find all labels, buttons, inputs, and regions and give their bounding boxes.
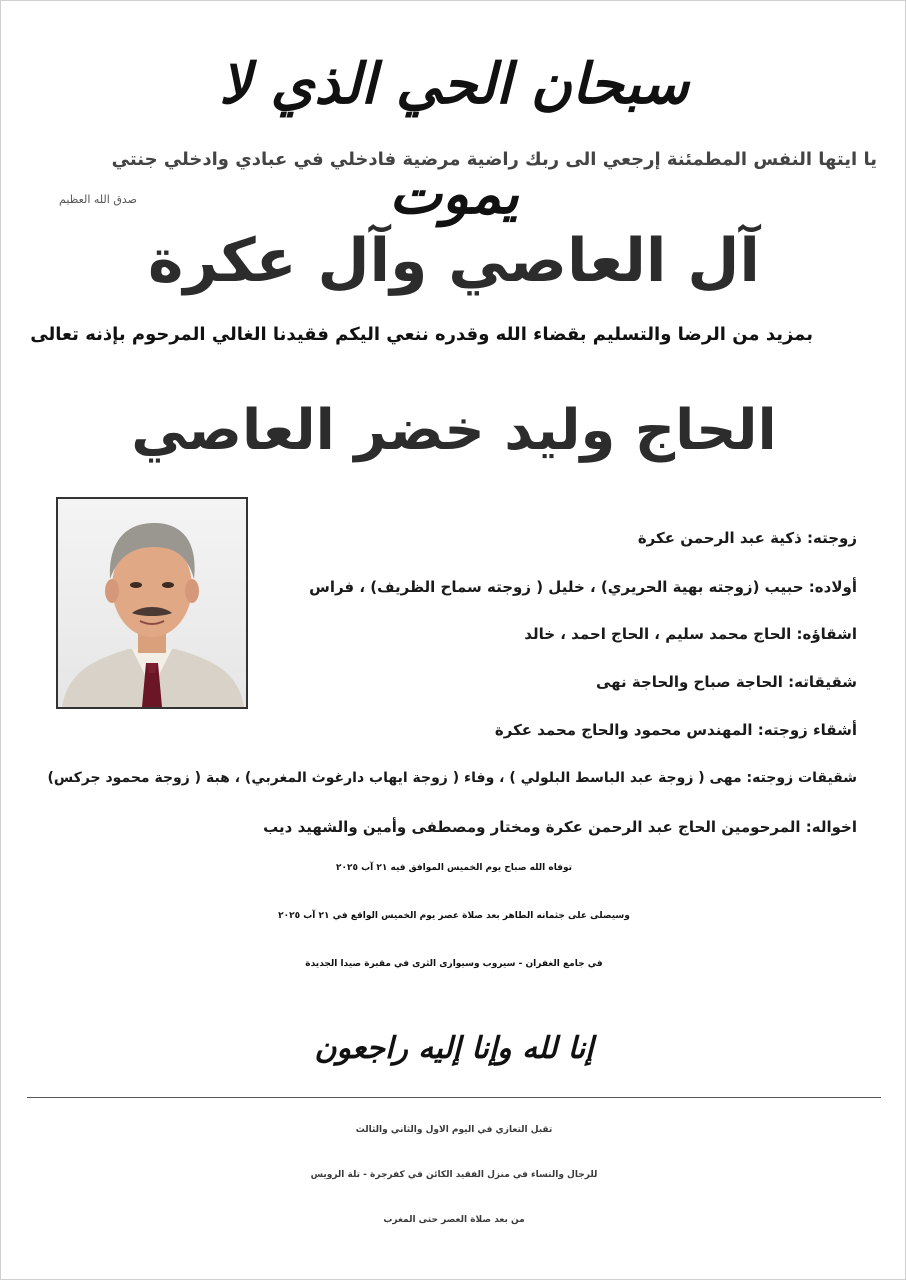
- relative-line-wife-sisters: شقيقات زوجته: مهى ( زوجة عبد الباسط البلولي ) ، وفاء ( زوجة ايهاب دارغوث المغربي) ، هبة ( زوجة محمود جركس): [47, 770, 857, 786]
- announcement-intro: بمزيد من الرضا والتسليم بقضاء الله وقدره ننعي اليكم فقيدنا الغالي المرحوم بإذنه تعالى: [30, 324, 813, 345]
- verse-closing: صدق الله العظيم: [59, 193, 137, 206]
- death-announcement: توفاه الله صباح يوم الخميس الموافق فيه ٢١ آب ٢٠٢٥: [335, 863, 573, 873]
- burial-location-announcement: في جامع الغفران - سيروب وسيوارى الثرى في مقبرة صيدا الجديدة: [305, 959, 603, 969]
- deceased-name: الحاج وليد خضر العاصي: [131, 398, 777, 463]
- calligraphy-heading: سبحان الحي الذي لا يموت: [219, 51, 689, 227]
- relative-line-brothers: اشقاؤه: الحاج محمد سليم ، الحاج احمد ، خالد: [524, 625, 857, 643]
- relative-line-children: أولاده: حبيب (زوجته بهية الحريري) ، خليل ( زوجته سماح الظريف) ، فراس: [309, 578, 857, 596]
- quran-verse: يا ايتها النفس المطمئنة إرجعي الى ربك راضية مرضية فادخلي في عبادي وادخلي جنتي: [111, 149, 877, 170]
- closing-calligraphy: إنا لله وإنا إليه راجعون: [314, 1031, 594, 1066]
- relative-line-sisters: شقيقاته: الحاجة صباح والحاجة نهى: [595, 673, 857, 691]
- condolence-location: للرجال والنساء في منزل الفقيد الكائن في كفرجرة - تلة الرويس: [310, 1170, 598, 1180]
- family-names-title: آل العاصي وآل عكرة: [147, 226, 760, 296]
- relative-line-maternal-uncles: اخواله: المرحومين الحاج عبد الرحمن عكرة ومختار ومصطفى وأمين والشهيد ديب: [263, 818, 857, 836]
- condolence-hours: من بعد صلاة العصر حتى المغرب: [383, 1215, 525, 1225]
- condolence-days: تقبل التعازي في اليوم الاول والثاني والثالث: [355, 1125, 553, 1135]
- funeral-prayer-announcement: وسيصلى على جثمانه الطاهر بعد صلاة عصر يوم الخميس الواقع في ٢١ آب ٢٠٢٥: [278, 911, 630, 921]
- relative-line-wife: زوجته: ذكية عبد الرحمن عكرة: [637, 529, 857, 547]
- relative-line-wife-brothers: أشقاء زوجته: المهندس محمود والحاج محمد عكرة: [494, 721, 857, 739]
- section-divider: [27, 1097, 881, 1098]
- portrait-photo-icon: [58, 499, 246, 707]
- deceased-photo: [56, 497, 248, 709]
